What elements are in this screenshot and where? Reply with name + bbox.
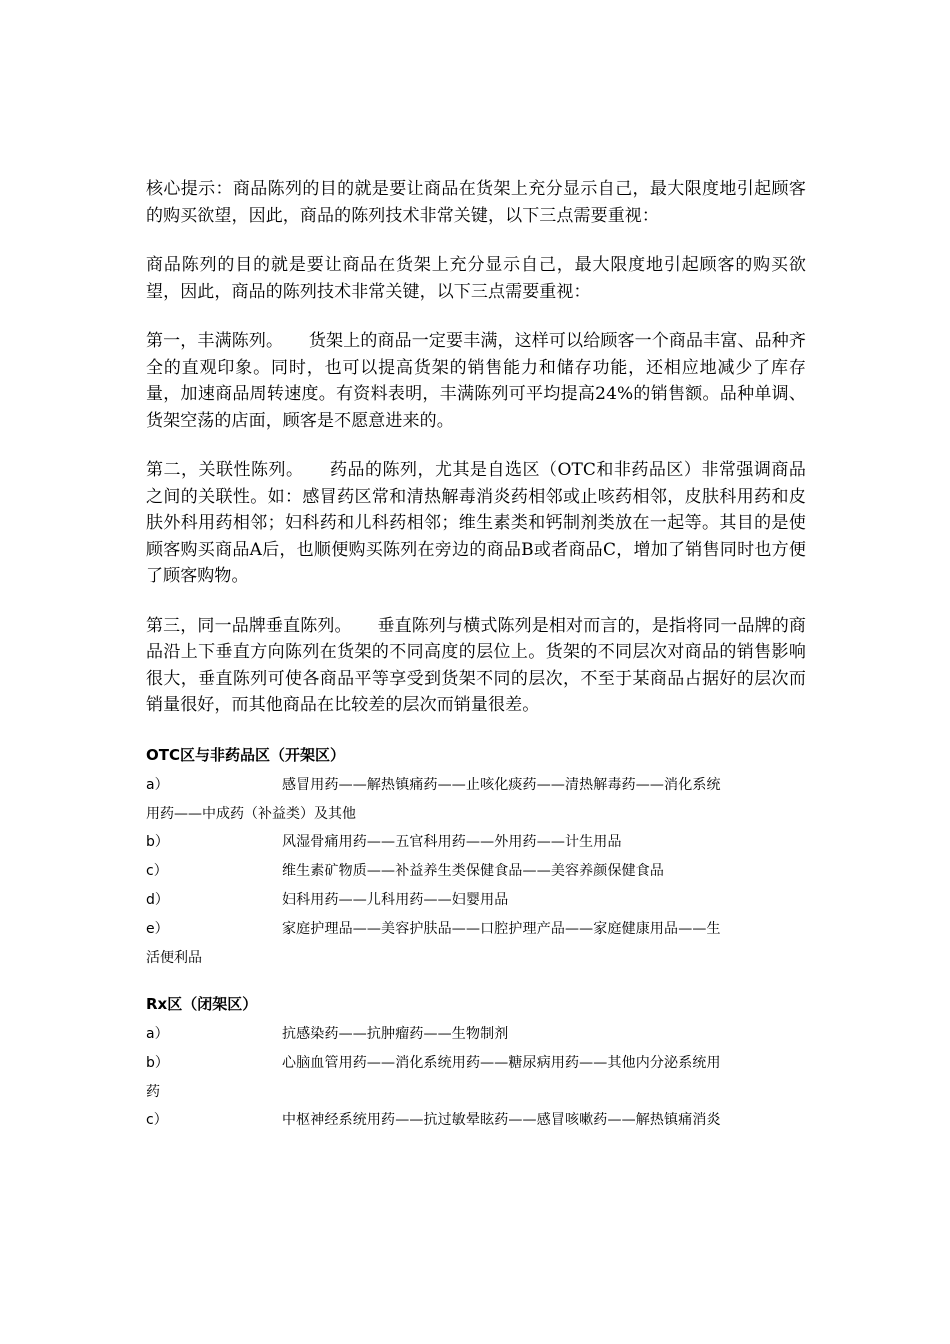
list-text: 妇科用药——儿科用药——妇婴用品 [282, 891, 509, 908]
list-item [146, 771, 806, 828]
list-text: 中枢神经系统用药——抗过敏晕眩药——感冒咳嗽药——解热镇痛消炎 [282, 1111, 721, 1128]
list-text-continued: 活便利品 [146, 949, 202, 966]
list-item [146, 915, 806, 972]
section-title-otc: OTC区与非药品区（开架区） [146, 745, 345, 764]
paragraph-point-1: 第一，丰满陈列。 货架上的商品一定要丰满，这样可以给顾客一个商品丰富、品种齐全的直观印象。同时，也可以提高货架的销售能力和储存功能，还相应地减少了库存量，加速商品周转速度。有资料表明，丰满陈列可平均提高24%的销售额。品种单调、货架空荡的店面，顾客是不愿意进来的。 [146, 331, 806, 431]
list-item [146, 1106, 806, 1135]
list-marker: a） [146, 1025, 169, 1042]
list-text: 维生素矿物质——补益养生类保健食品——美容养颜保健食品 [282, 862, 665, 879]
paragraph-point-3: 第三，同一品牌垂直陈列。 垂直陈列与横式陈列是相对而言的，是指将同一品牌的商品沿上下垂直方向陈列在货架的不同高度的层位上。货架的不同层次对商品的销售影响很大，垂直陈列可使各商品平等享受到货架不同的层次，不至于某商品占据好的层次而销量很好，而其他商品在比较差的层次而销量很差。 [146, 615, 806, 715]
paragraph-summary: 核心提示：商品陈列的目的就是要让商品在货架上充分显示自己，最大限度地引起顾客的购买欲望，因此，商品的陈列技术非常关键，以下三点需要重视： [146, 179, 806, 226]
list-text: 抗感染药——抗肿瘤药——生物制剂 [282, 1025, 509, 1042]
list-item [146, 828, 806, 857]
list-marker: c） [146, 862, 168, 879]
list-text-continued: 药 [146, 1083, 160, 1100]
list-item [146, 857, 806, 886]
list-text: 感冒用药——解热镇痛药——止咳化痰药——清热解毒药——消化系统 [282, 776, 721, 793]
list-text: 心脑血管用药——消化系统用药——糖尿病用药——其他内分泌系统用 [282, 1054, 721, 1071]
list-text-continued: 用药——中成药（补益类）及其他 [146, 805, 356, 822]
list-marker: d） [146, 891, 169, 908]
list-marker: a） [146, 776, 169, 793]
document-page [146, 176, 806, 1135]
list-text: 家庭护理品——美容护肤品——口腔护理产品——家庭健康用品——生 [282, 920, 721, 937]
paragraph-point-2: 第二，关联性陈列。 药品的陈列，尤其是自选区（OTC和非药品区）非常强调商品之间的关联性。如：感冒药区常和清热解毒消炎药相邻或止咳药相邻，皮肤科用药和皮肤外科用药相邻；妇科药和儿科药相邻；维生素类和钙制剂类放在一起等。其目的是使顾客购买商品A后，也顺便购买陈列在旁边的商品B或者商品C，增加了销售同时也方便了顾客购物。 [146, 460, 806, 586]
section-title-rx: Rx区（闭架区） [146, 994, 258, 1013]
list-item [146, 886, 806, 915]
list-marker: b） [146, 833, 169, 850]
list-marker: b） [146, 1054, 169, 1071]
list-marker: e） [146, 920, 169, 937]
list-item [146, 1020, 806, 1049]
list-item [146, 1049, 806, 1106]
list-text: 风湿骨痛用药——五官科用药——外用药——计生用品 [282, 833, 622, 850]
paragraph-intro: 商品陈列的目的就是要让商品在货架上充分显示自己，最大限度地引起顾客的购买欲望，因此，商品的陈列技术非常关键，以下三点需要重视： [146, 255, 806, 302]
list-marker: c） [146, 1111, 168, 1128]
